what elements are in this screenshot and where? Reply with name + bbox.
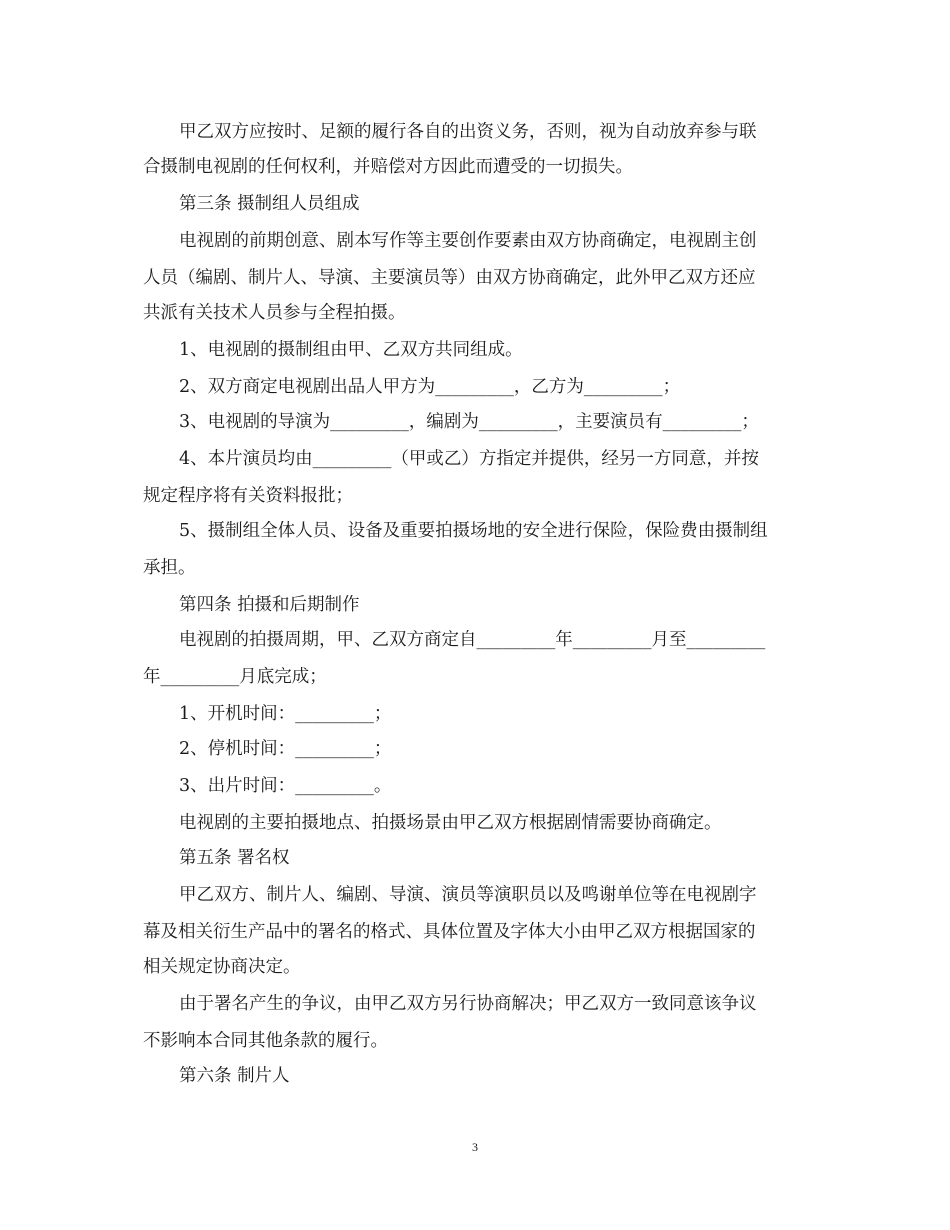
paragraph-line: 承担。 xyxy=(143,558,196,578)
list-item: 3、出片时间：_________。 xyxy=(179,776,392,796)
paragraph-line: 人员（编剧、制片人、导演、主要演员等）由双方协商确定，此外甲乙双方还应 xyxy=(143,268,756,288)
section-heading-3: 第三条 摄制组人员组成 xyxy=(179,194,360,214)
paragraph-line: 电视剧的主要拍摄地点、拍摄场景由甲乙双方根据剧情需要协商确定。 xyxy=(179,813,722,833)
section-heading-4: 第四条 拍摄和后期制作 xyxy=(179,595,360,615)
paragraph-line: 电视剧的前期创意、剧本写作等主要创作要素由双方协商确定，电视剧主创 xyxy=(179,231,757,251)
paragraph-line: 合摄制电视剧的任何权利，并赔偿对方因此而遭受的一切损失。 xyxy=(143,157,633,177)
paragraph-line: 甲乙双方、制片人、编剧、导演、演员等演职员以及鸣谢单位等在电视剧字 xyxy=(179,885,757,905)
paragraph-line: 幕及相关衍生产品中的署名的格式、具体位置及字体大小由甲乙双方根据国家的 xyxy=(143,922,756,942)
paragraph-line: 不影响本合同其他条款的履行。 xyxy=(143,1031,388,1051)
section-heading-6: 第六条 制片人 xyxy=(179,1066,290,1086)
list-item: 3、电视剧的导演为_________，编剧为_________，主要演员有_________； xyxy=(179,412,759,432)
paragraph-line: 规定程序将有关资料报批； xyxy=(143,486,353,506)
list-item: 2、停机时间：_________； xyxy=(179,739,392,759)
list-item: 5、摄制组全体人员、设备及重要拍摄场地的安全进行保险，保险费由摄制组 xyxy=(179,521,768,541)
paragraph-line: 由于署名产生的争议，由甲乙双方另行协商解决；甲乙双方一致同意该争议 xyxy=(179,994,757,1014)
paragraph-line: 电视剧的拍摄周期，甲、乙双方商定自_________年_________月至_________ xyxy=(179,630,766,650)
list-item: 2、双方商定电视剧出品人甲方为_________，乙方为_________； xyxy=(179,377,681,397)
list-item: 4、本片演员均由_________（甲或乙）方指定并提供，经另一方同意，并按 xyxy=(179,449,759,469)
list-item: 1、开机时间：_________； xyxy=(179,704,392,724)
paragraph-line: 相关规定协商决定。 xyxy=(143,957,301,977)
list-item: 1、电视剧的摄制组由甲、乙双方共同组成。 xyxy=(179,340,523,360)
page-number: 3 xyxy=(472,1140,478,1154)
paragraph-line: 共派有关技术人员参与全程拍摄。 xyxy=(143,303,406,323)
paragraph-line: 甲乙双方应按时、足额的履行各自的出资义务，否则，视为自动放弃参与联 xyxy=(179,122,757,142)
section-heading-5: 第五条 署名权 xyxy=(179,848,290,868)
paragraph-line: 年_________月底完成； xyxy=(143,667,327,687)
